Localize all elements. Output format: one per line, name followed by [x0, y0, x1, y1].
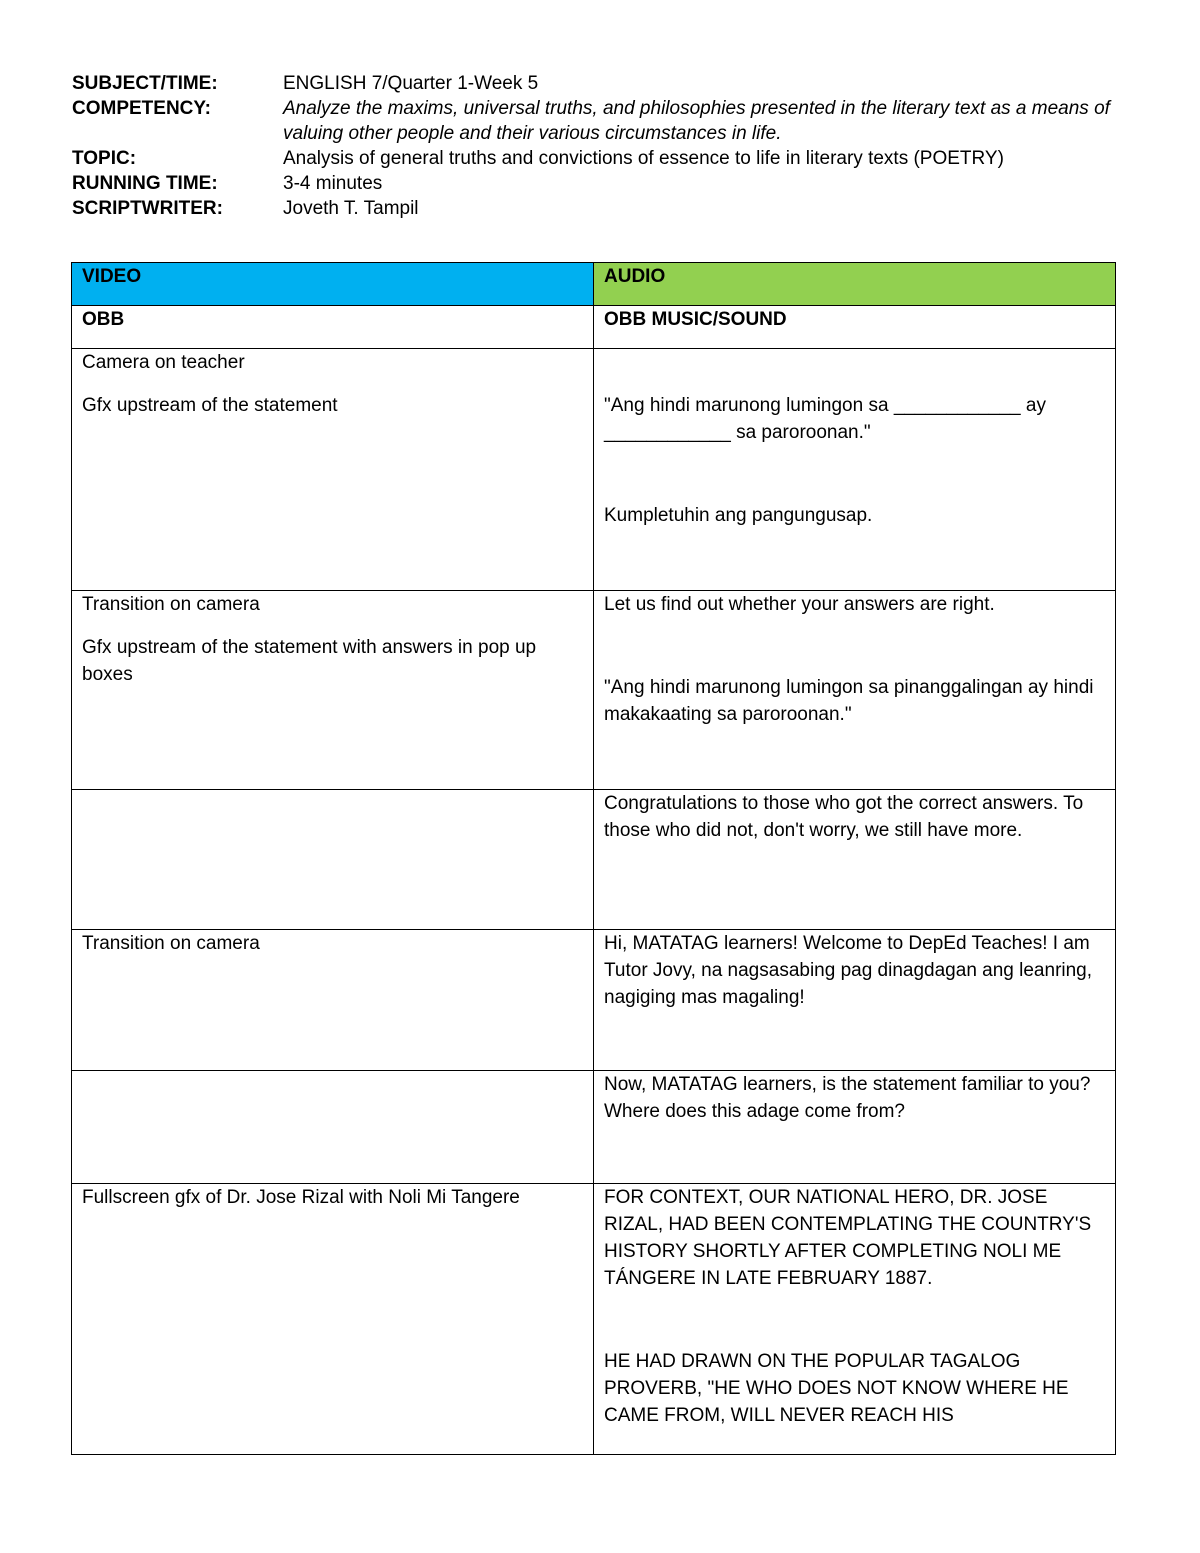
running-time-row [72, 171, 1132, 196]
table-row [72, 349, 1116, 591]
audio-cell [594, 790, 1116, 930]
audio-line: Let us find out whether your answers are right. [604, 594, 995, 615]
audio-line: "Ang hindi marunong lumingon sa ____________ ay ____________ sa paroroonan." [604, 395, 1046, 443]
scriptwriter-value: Joveth T. Tampil [283, 198, 419, 219]
video-cell [72, 591, 594, 790]
table-row [72, 1184, 1116, 1455]
video-line: Transition on camera [82, 594, 260, 615]
audio-line: Congratulations to those who got the correct answers. To those who did not, don't worry, we still have more. [604, 793, 1084, 841]
subject-value: ENGLISH 7/Quarter 1-Week 5 [283, 73, 539, 94]
audio-line: Now, MATATAG learners, is the statement familiar to you? Where does this adage come from? [604, 1074, 1091, 1122]
audio-line: Kumpletuhin ang pangungusap. [604, 505, 873, 526]
video-line: Fullscreen gfx of Dr. Jose Rizal with Noli Mi Tangere [82, 1187, 520, 1208]
video-cell [72, 1071, 594, 1184]
running-time-value: 3-4 minutes [283, 173, 383, 194]
video-line: Transition on camera [82, 933, 260, 954]
scriptwriter-label: SCRIPTWRITER: [72, 198, 223, 219]
video-line: Camera on teacher [82, 352, 245, 373]
audio-cell [594, 591, 1116, 790]
video-cell [72, 930, 594, 1071]
table-row [72, 790, 1116, 930]
audio-line: Hi, MATATAG learners! Welcome to DepEd Teaches! I am Tutor Jovy, na nagsasabing pag dinagdagan ang leanring, nagiging mas magaling! [604, 933, 1093, 1008]
script-table [71, 262, 1116, 1455]
video-line: Gfx upstream of the statement [82, 395, 338, 416]
scriptwriter-row [72, 196, 1132, 221]
audio-cell [594, 1184, 1116, 1455]
video-cell [72, 349, 594, 591]
competency-label: COMPETENCY: [72, 98, 211, 119]
table-row [72, 930, 1116, 1071]
video-column-header: VIDEO [72, 263, 594, 306]
table-header-row [72, 263, 1116, 306]
table-row [72, 591, 1116, 790]
audio-line: HE HAD DRAWN ON THE POPULAR TAGALOG PROVERB, "HE WHO DOES NOT KNOW WHERE HE CAME FROM, WILL NEVER REACH HIS [604, 1351, 1069, 1426]
topic-label: TOPIC: [72, 148, 137, 169]
audio-cell [594, 349, 1116, 591]
table-row [72, 1071, 1116, 1184]
script-header [72, 71, 1132, 221]
audio-column-header: AUDIO [594, 263, 1116, 306]
audio-line: FOR CONTEXT, OUR NATIONAL HERO, DR. JOSE RIZAL, HAD BEEN CONTEMPLATING THE COUNTRY'S HISTORY SHORTLY AFTER COMPLETING NOLI ME TÁNGERE IN LATE FEBRUARY 1887. [604, 1187, 1092, 1289]
table-subheader-row [72, 306, 1116, 349]
audio-cell [594, 930, 1116, 1071]
competency-value: Analyze the maxims, universal truths, and philosophies presented in the literary text as a means of valuing other people and their various circumstances in life. [283, 98, 1110, 144]
running-time-label: RUNNING TIME: [72, 173, 218, 194]
audio-cell [594, 1071, 1116, 1184]
topic-row [72, 146, 1132, 171]
competency-row [72, 96, 1132, 146]
video-cell [72, 1184, 594, 1455]
audio-subheader: OBB MUSIC/SOUND [594, 306, 1116, 349]
topic-value: Analysis of general truths and convictions of essence to life in literary texts (POETRY) [283, 148, 1004, 169]
subject-label: SUBJECT/TIME: [72, 73, 218, 94]
video-cell [72, 790, 594, 930]
audio-line: "Ang hindi marunong lumingon sa pinanggalingan ay hindi makakaating sa paroroonan." [604, 677, 1094, 725]
video-line: Gfx upstream of the statement with answers in pop up boxes [82, 637, 537, 685]
subject-row [72, 71, 1132, 96]
video-subheader: OBB [72, 306, 594, 349]
